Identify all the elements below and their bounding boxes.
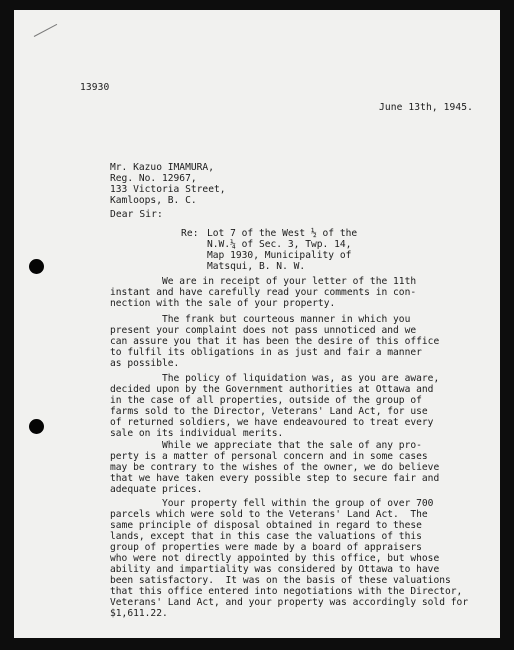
text-line: to fulfil its obligations in as just and fair a manner <box>110 347 422 358</box>
text-line: lands, except that in this case the valuations of this <box>110 531 422 542</box>
text-line: in the case of all properties, outside of the group of <box>110 395 422 406</box>
text-line: sale on its individual merits. <box>110 428 284 439</box>
text-line: group of properties were made by a board of appraisers <box>110 542 422 553</box>
letter-page <box>14 10 500 638</box>
recipient-line: Mr. Kazuo IMAMURA, <box>110 162 214 173</box>
binder-hole <box>29 419 44 434</box>
paragraph-2 <box>110 314 439 369</box>
re-line: N.W.¼ of Sec. 3, Twp. 14, <box>207 239 352 250</box>
letter-date: June 13th, 1945. <box>379 102 474 113</box>
text-line: $1,611.22. <box>110 608 168 619</box>
text-line: ability and impartiality was considered by Ottawa to have <box>110 564 440 575</box>
binder-hole <box>29 259 44 274</box>
re-subject <box>207 228 357 272</box>
text-line: parcels which were sold to the Veterans' Land Act. The <box>110 509 428 520</box>
text-line: been satisfactory. It was on the basis of these valuations <box>110 575 451 586</box>
text-line: While we appreciate that the sale of any pro- <box>110 440 422 451</box>
paragraph-5 <box>110 498 468 619</box>
text-line: We are in receipt of your letter of the 11th <box>110 276 417 287</box>
text-line: present your complaint does not pass unnoticed and we <box>110 325 417 336</box>
text-line: The frank but courteous manner in which you <box>110 314 411 325</box>
text-line: instant and have carefully read your comments in con- <box>110 287 417 298</box>
text-line: as possible. <box>110 358 180 369</box>
text-line: that we have taken every possible step to secure fair and <box>110 473 440 484</box>
salutation: Dear Sir: <box>110 209 163 220</box>
recipient-line: Reg. No. 12967, <box>110 173 197 184</box>
text-line: may be contrary to the wishes of the owner, we do believe <box>110 462 440 473</box>
re-line: Lot 7 of the West ½ of the <box>207 228 358 239</box>
text-line: same principle of disposal obtained in regard to these <box>110 520 422 531</box>
text-line: Veterans' Land Act, and your property was accordingly sold for <box>110 597 469 608</box>
paragraph-4 <box>110 440 439 495</box>
text-line: of returned soldiers, we have endeavoured to treat every <box>110 417 434 428</box>
text-line: nection with the sale of your property. <box>110 298 336 309</box>
file-number: 13930 <box>80 82 110 93</box>
text-line: that this office entered into negotiations with the Director, <box>110 586 463 597</box>
text-line: can assure you that it has been the desire of this office <box>110 336 440 347</box>
text-line: The policy of liquidation was, as you are aware, <box>110 373 440 384</box>
text-line: adequate prices. <box>110 484 203 495</box>
text-line: who were not directly appointed by this office, but whose <box>110 553 440 564</box>
pen-mark <box>34 24 57 37</box>
paragraph-3 <box>110 373 439 439</box>
recipient-address <box>110 162 226 206</box>
text-line: farms sold to the Director, Veterans' Land Act, for use <box>110 406 428 417</box>
paragraph-1 <box>110 276 416 309</box>
re-line: Map 1930, Municipality of <box>207 250 352 261</box>
re-line: Matsqui, B. N. W. <box>207 261 306 272</box>
text-line: decided upon by the Government authorities at Ottawa and <box>110 384 434 395</box>
re-label: Re: <box>181 228 199 239</box>
recipient-line: Kamloops, B. C. <box>110 195 197 206</box>
recipient-line: 133 Victoria Street, <box>110 184 226 195</box>
text-line: perty is a matter of personal concern and in some cases <box>110 451 428 462</box>
text-line: Your property fell within the group of over 700 <box>110 498 434 509</box>
